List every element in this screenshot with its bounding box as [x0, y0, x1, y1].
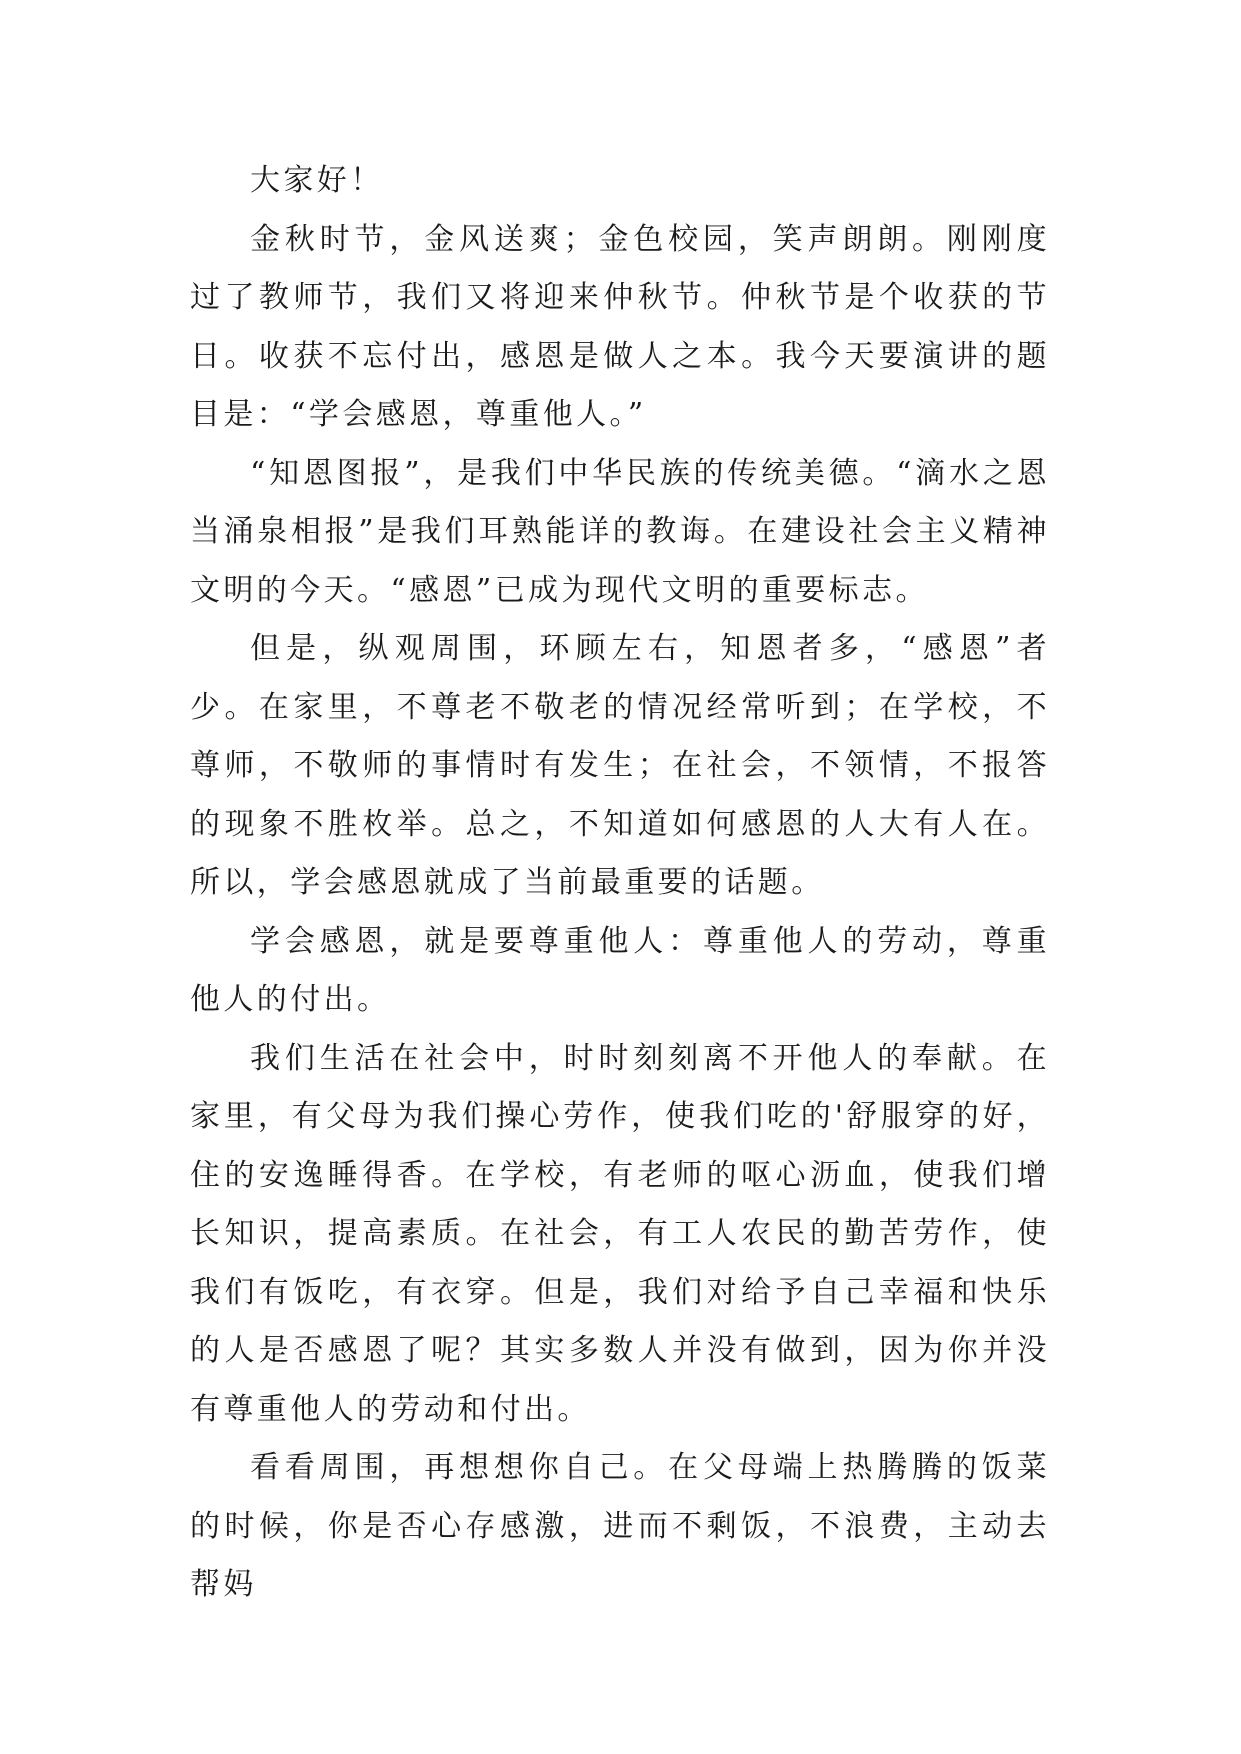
paragraph-greeting: 大家好！	[250, 163, 384, 198]
paragraph-reflection: 看看周围，再想想你自己。在父母端上热腾腾的饭菜的时候，你是否心存感激，进而不剩饭，不浪费，主动去帮妈	[190, 1450, 1050, 1602]
document-body	[190, 152, 1050, 1615]
paragraph-tradition: “知恩图报”，是我们中华民族的传统美德。“滴水之恩当涌泉相报”是我们耳熟能详的教诲。在建设社会主义精神文明的今天。“感恩”已成为现代文明的重要标志。	[190, 455, 1050, 608]
paragraph-intro: 金秋时节，金风送爽；金色校园，笑声朗朗。刚刚度过了教师节，我们又将迎来仲秋节。仲秋节是个收获的节日。收获不忘付出，感恩是做人之本。我今天要演讲的题目是：“学会感恩，尊重他人。”	[190, 221, 1050, 432]
paragraph-respect: 学会感恩，就是要尊重他人：尊重他人的劳动，尊重他人的付出。	[190, 923, 1050, 1017]
paragraph-society: 我们生活在社会中，时时刻刻离不开他人的奉献。在家里，有父母为我们操心劳作，使我们吃的'舒服穿的好，住的安逸睡得香。在学校，有老师的呕心沥血，使我们增长知识，提高素质。在社会，有工人农民的勤苦劳作，使我们有饭吃，有衣穿。但是，我们对给予自己幸福和快乐的人是否感恩了呢？其实多数人并没有做到，因为你并没有尊重他人的劳动和付出。	[190, 1040, 1050, 1427]
paragraph-observation: 但是，纵观周围，环顾左右，知恩者多，“感恩”者少。在家里，不尊老不敬老的情况经常听到；在学校，不尊师，不敬师的事情时有发生；在社会，不领情，不报答的现象不胜枚举。总之，不知道如何感恩的人大有人在。所以，学会感恩就成了当前最重要的话题。	[190, 631, 1050, 900]
